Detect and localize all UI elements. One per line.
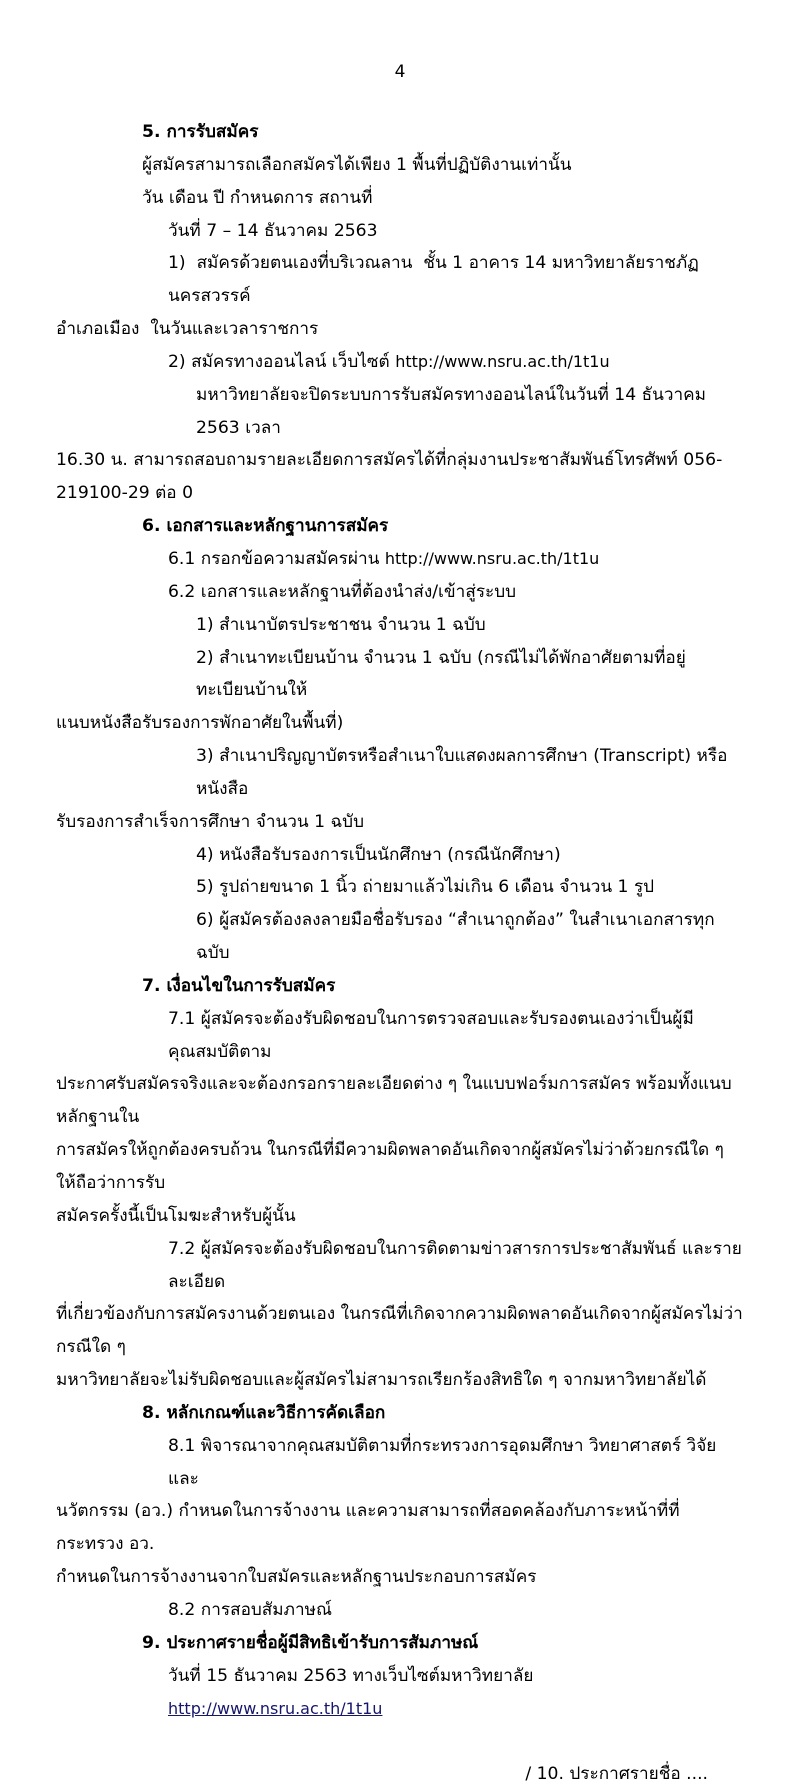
line-text: 6) ผู้สมัครต้องลงลายมือชื่อรับรอง “สำเนาถูกต้อง” ในสำเนาเอกสารทุกฉบับ (196, 910, 715, 964)
line-text: ที่เกี่ยวข้องกับการสมัครงานด้วยตนเอง ในกรณีที่เกิดจากความผิดพลาดอันเกิดจากผู้สมัครไม่ว่ากรณีใด ๆ (56, 1304, 743, 1358)
line-text: 16.30 น. สามารถสอบถามรายละเอียดการสมัครได้ที่กลุ่มงานประชาสัมพันธ์โทรศัพท์ 056-219100-29 ต่อ 0 (56, 450, 723, 504)
line-text: แนบหนังสือรับรองการพักอาศัยในพื้นที่) (56, 713, 344, 734)
document-line (56, 1495, 744, 1561)
line-text: 7.2 ผู้สมัครจะต้องรับผิดชอบในการติดตามข่าวสารการประชาสัมพันธ์ และรายละเอียด (168, 1238, 742, 1292)
line-text: 7.1 ผู้สมัครจะต้องรับผิดชอบในการตรวจสอบและรับรองตนเองว่าเป็นผู้มีคุณสมบัติตาม (168, 1008, 694, 1062)
document-line (56, 1561, 744, 1594)
line-text: ประกาศรับสมัครจริงและจะต้องกรอกรายละเอียดต่าง ๆ ในแบบฟอร์มการสมัคร พร้อมทั้งแนบหลักฐานใน (56, 1074, 732, 1128)
line-text: 6.1 กรอกข้อความสมัครผ่าน (168, 548, 385, 569)
line-text: วันที่ 15 ธันวาคม 2563 ทางเว็บไซต์มหาวิทยาลัย (168, 1665, 539, 1686)
document-line (56, 1627, 744, 1660)
document-line (56, 1397, 744, 1430)
inline-url: http://www.nsru.ac.th/1t1u (395, 351, 610, 371)
line-text: วันที่ 7 – 14 ธันวาคม 2563 (168, 220, 378, 241)
document-line (56, 1200, 744, 1233)
line-text: การสมัครให้ถูกต้องครบถ้วน ในกรณีที่มีความผิดพลาดอันเกิดจากผู้สมัครไม่ว่าด้วยกรณีใด ๆ ให้ถือว่าการรับ (56, 1140, 730, 1193)
line-text: 8.2 การสอบสัมภาษณ์ (168, 1599, 332, 1620)
line-text: นวัตกรรม (อว.) กำหนดในการจ้างงาน และความสามารถที่สอดคล้องกับภาระหน้าที่ที่กระทรวง อว. (56, 1501, 680, 1555)
document-line (56, 247, 744, 313)
document-line (56, 313, 744, 346)
line-text: รับรองการสำเร็จการศึกษา จำนวน 1 ฉบับ (56, 811, 365, 832)
line-text: มหาวิทยาลัยจะไม่รับผิดชอบและผู้สมัครไม่สามารถเรียกร้องสิทธิใด ๆ จากมหาวิทยาลัยได้ (56, 1370, 707, 1391)
document-line (56, 1364, 744, 1397)
document-line (56, 1003, 744, 1069)
document-line (56, 839, 744, 872)
document-line (56, 576, 744, 609)
document-line (56, 182, 744, 215)
line-text: 3) สำเนาปริญญาบัตรหรือสำเนาใบแสดงผลการศึกษา (Transcript) หรือหนังสือ (196, 746, 728, 799)
document-line (56, 609, 744, 642)
document-line (56, 149, 744, 182)
page-footer-note: / 10. ประกาศรายชื่อ .... (525, 1764, 708, 1785)
inline-url-link[interactable]: http://www.nsru.ac.th/1t1u (168, 1698, 383, 1718)
line-text: ผู้สมัครสามารถเลือกสมัครได้เพียง 1 พื้นที่ปฏิบัติงานเท่านั้น (142, 154, 572, 175)
line-text: 7. เงื่อนไขในการรับสมัคร (142, 975, 336, 996)
document-line (56, 1233, 744, 1299)
document-line (56, 1430, 744, 1496)
line-text: 6. เอกสารและหลักฐานการสมัคร (142, 516, 389, 537)
document-line (56, 904, 744, 970)
document-line (56, 543, 744, 576)
document-line (56, 346, 744, 379)
document-line (56, 379, 744, 445)
document-line (56, 707, 744, 740)
line-text: กำหนดในการจ้างงานจากใบสมัครและหลักฐานประกอบการสมัคร (56, 1567, 537, 1588)
document-line (56, 444, 744, 510)
line-text: 2) สมัครทางออนไลน์ เว็บไซต์ (168, 351, 396, 372)
line-text: 8.1 พิจารณาจากคุณสมบัติตามที่กระทรวงการอุดมศึกษา วิทยาศาสตร์ วิจัยและ (168, 1435, 717, 1489)
document-body (56, 116, 744, 1725)
line-text: อำเภอเมือง ในวันและเวลาราชการ (56, 319, 319, 340)
line-text: 2) สำเนาทะเบียนบ้าน จำนวน 1 ฉบับ (กรณีไม่ได้พักอาศัยตามที่อยู่ทะเบียนบ้านให้ (196, 647, 686, 701)
inline-url: http://www.nsru.ac.th/1t1u (384, 548, 600, 568)
line-text: 9. ประกาศรายชื่อผู้มีสิทธิเข้ารับการสัมภาษณ์ (142, 1632, 479, 1653)
document-line (56, 642, 744, 708)
line-text: 4) หนังสือรับรองการเป็นนักศึกษา (กรณีนักศึกษา) (196, 844, 561, 865)
document-line (56, 806, 744, 839)
line-text: 1) สำเนาบัตรประชาชน จำนวน 1 ฉบับ (196, 614, 486, 635)
page-number: 4 (394, 62, 406, 82)
document-line (56, 1068, 744, 1134)
document-line (56, 1660, 744, 1726)
document-line (56, 116, 744, 149)
document-line (56, 740, 744, 806)
line-text: 6.2 เอกสารและหลักฐานที่ต้องนำส่ง/เข้าสู่ระบบ (168, 581, 517, 602)
line-text: 5. การรับสมัคร (142, 122, 259, 142)
line-text: สมัครครั้งนี้เป็นโมฆะสำหรับผู้นั้น (56, 1205, 296, 1226)
line-text: มหาวิทยาลัยจะปิดระบบการรับสมัครทางออนไลน์ในวันที่ 14 ธันวาคม 2563 เวลา (196, 384, 712, 438)
line-text: 5) รูปถ่ายขนาด 1 นิ้ว ถ่ายมาแล้วไม่เกิน 6 เดือน จำนวน 1 รูป (196, 877, 655, 898)
document-line (56, 871, 744, 904)
document-line (56, 510, 744, 543)
document-line (56, 970, 744, 1003)
line-text: วัน เดือน ปี กำหนดการ สถานที่ (142, 187, 373, 208)
line-text: 1) สมัครด้วยตนเองที่บริเวณลาน ชั้น 1 อาคาร 14 มหาวิทยาลัยราชภัฏนครสวรรค์ (168, 253, 699, 307)
document-line (56, 1594, 744, 1627)
document-line (56, 1298, 744, 1364)
document-line (56, 215, 744, 248)
document-line (56, 1134, 744, 1200)
line-text: 8. หลักเกณฑ์และวิธีการคัดเลือก (142, 1402, 386, 1423)
